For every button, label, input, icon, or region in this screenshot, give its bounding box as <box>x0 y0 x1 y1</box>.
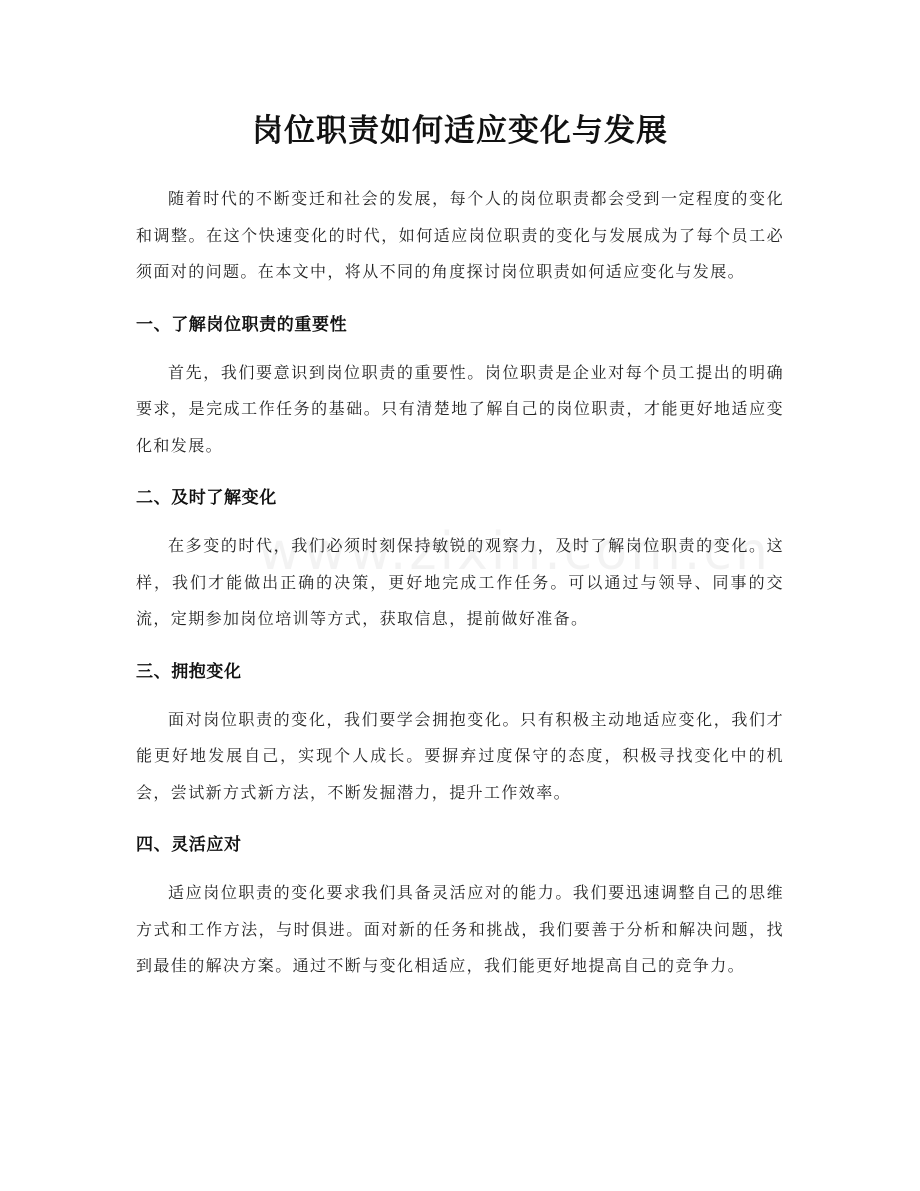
intro-paragraph: 随着时代的不断变迁和社会的发展，每个人的岗位职责都会受到一定程度的变化和调整。在这个快速变化的时代，如何适应岗位职责的变化与发展成为了每个员工必须面对的问题。在本文中，将从不同的角度探讨岗位职责如何适应变化与发展。 <box>136 189 784 281</box>
document-body <box>136 181 784 985</box>
section-body-4: 适应岗位职责的变化要求我们具备灵活应对的能力。我们要迅速调整自己的思维方式和工作方法，与时俱进。面对新的任务和挑战，我们要善于分析和解决问题，找到最佳的解决方案。通过不断与变化相适应，我们能更好地提高自己的竞争力。 <box>136 883 784 975</box>
spacer <box>136 464 784 483</box>
spacer <box>136 340 784 355</box>
section-heading-1: 一、了解岗位职责的重要性 <box>136 314 348 335</box>
section-heading-2: 二、及时了解变化 <box>136 488 277 508</box>
spacer <box>136 638 784 657</box>
section-body-1: 首先，我们要意识到岗位职责的重要性。岗位职责是企业对每个员工提出的明确要求，是完成工作任务的基础。只有清楚地了解自己的岗位职责，才能更好地适应变化和发展。 <box>136 362 784 455</box>
spacer <box>136 811 784 830</box>
section-body-3: 面对岗位职责的变化，我们要学会拥抱变化。只有积极主动地适应变化，我们才能更好地发展自己，实现个人成长。要摒弃过度保守的态度，积极寻找变化中的机会，尝试新方式新方法，不断发掘潜力，提升工作效率。 <box>136 709 784 802</box>
spacer <box>136 291 784 310</box>
spacer <box>136 687 784 702</box>
section-heading-3: 三、拥抱变化 <box>136 661 242 682</box>
spacer <box>136 860 784 875</box>
section-heading-4: 四、灵活应对 <box>136 835 242 855</box>
document-title: 岗位职责如何适应变化与发展 <box>252 113 668 149</box>
spacer <box>136 513 784 528</box>
section-body-2: 在多变的时代，我们必须时刻保持敏锐的观察力，及时了解岗位职责的变化。这样，我们才能做出正确的决策，更好地完成工作任务。可以通过与领导、同事的交流，定期参加岗位培训等方式，获取信息，提前做好准备。 <box>136 536 784 628</box>
